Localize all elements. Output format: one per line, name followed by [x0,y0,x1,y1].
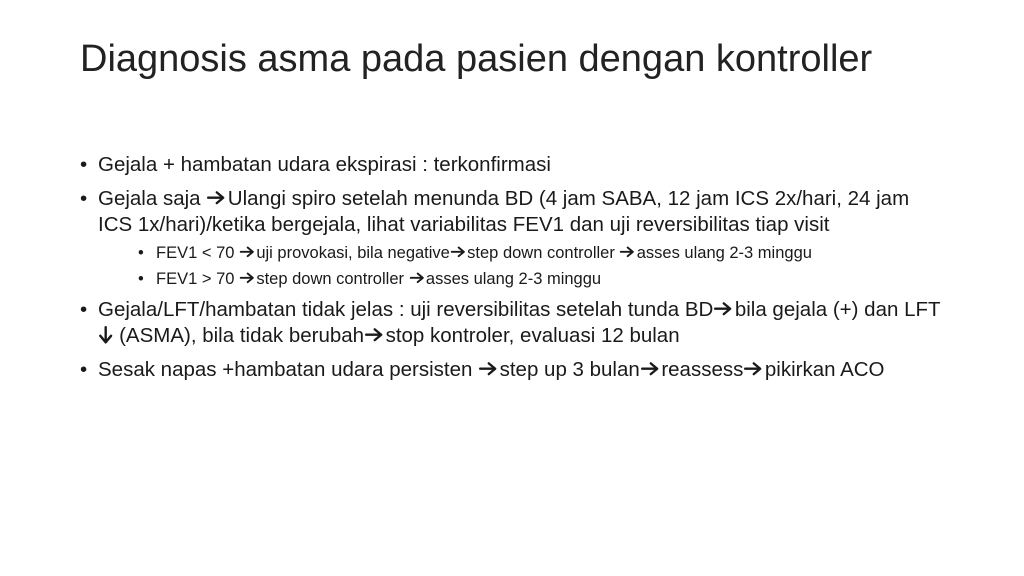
list-item [80,297,948,349]
item-text: asses ulang 2-3 minggu [636,244,812,262]
bullet-list [80,152,948,383]
item-text: Sesak napas +hambatan udara persisten [98,358,479,381]
bullet-icon: • [80,153,88,176]
list-item [80,357,948,383]
item-text: reassess [661,358,744,381]
item-text: stop kontroler, evaluasi 12 bulan [385,324,680,347]
slide-body [80,152,948,391]
item-text: step up 3 bulan [499,358,640,381]
arrow-down-icon [98,325,113,344]
arrow-right-icon [409,270,426,286]
bullet-icon: • [138,244,144,262]
item-text: pikirkan ACO [764,358,885,381]
arrow-right-icon [743,359,765,378]
item-text: uji provokasi, bila negative [256,244,450,262]
arrow-right-icon [239,244,256,260]
item-text: (ASMA), bila tidak berubah [113,324,365,347]
arrow-right-icon [450,244,467,260]
item-text: FEV1 > 70 [156,270,240,288]
item-text: asses ulang 2-3 minggu [425,270,602,288]
list-item [80,152,948,178]
item-text: Gejala saja [98,187,207,210]
slide-title: Diagnosis asma pada pasien dengan kontroller [80,38,873,80]
item-text: step down controller [256,270,409,288]
sub-list-item [98,243,948,263]
bullet-icon: • [80,187,88,210]
item-text: Ulangi spiro setelah menunda BD (4 jam SABA, 12 jam ICS 2x/hari, 24 jam ICS 1x/hari)/ketika bergejala, lihat variabilitas FEV1 dan uji reversibilitas tiap visit [98,187,910,236]
bullet-icon: • [80,298,88,321]
list-item [80,186,948,289]
arrow-right-icon [478,359,500,378]
bullet-icon: • [138,270,144,288]
sub-list [98,243,948,289]
item-text: Gejala/LFT/hambatan tidak jelas : uji reversibilitas setelah tunda BD [98,298,714,321]
arrow-right-icon [239,270,256,286]
item-text: bila gejala (+) dan LFT [734,298,941,321]
arrow-right-icon [640,359,662,378]
item-text: Gejala + hambatan udara ekspirasi : terkonfirmasi [98,153,551,176]
arrow-right-icon [206,188,228,207]
item-text: FEV1 < 70 [156,244,240,262]
item-text: step down controller [467,244,620,262]
arrow-right-icon [713,299,735,318]
arrow-right-icon [364,325,386,344]
bullet-icon: • [80,358,88,381]
arrow-right-icon [619,244,636,260]
sub-list-item [98,269,948,289]
